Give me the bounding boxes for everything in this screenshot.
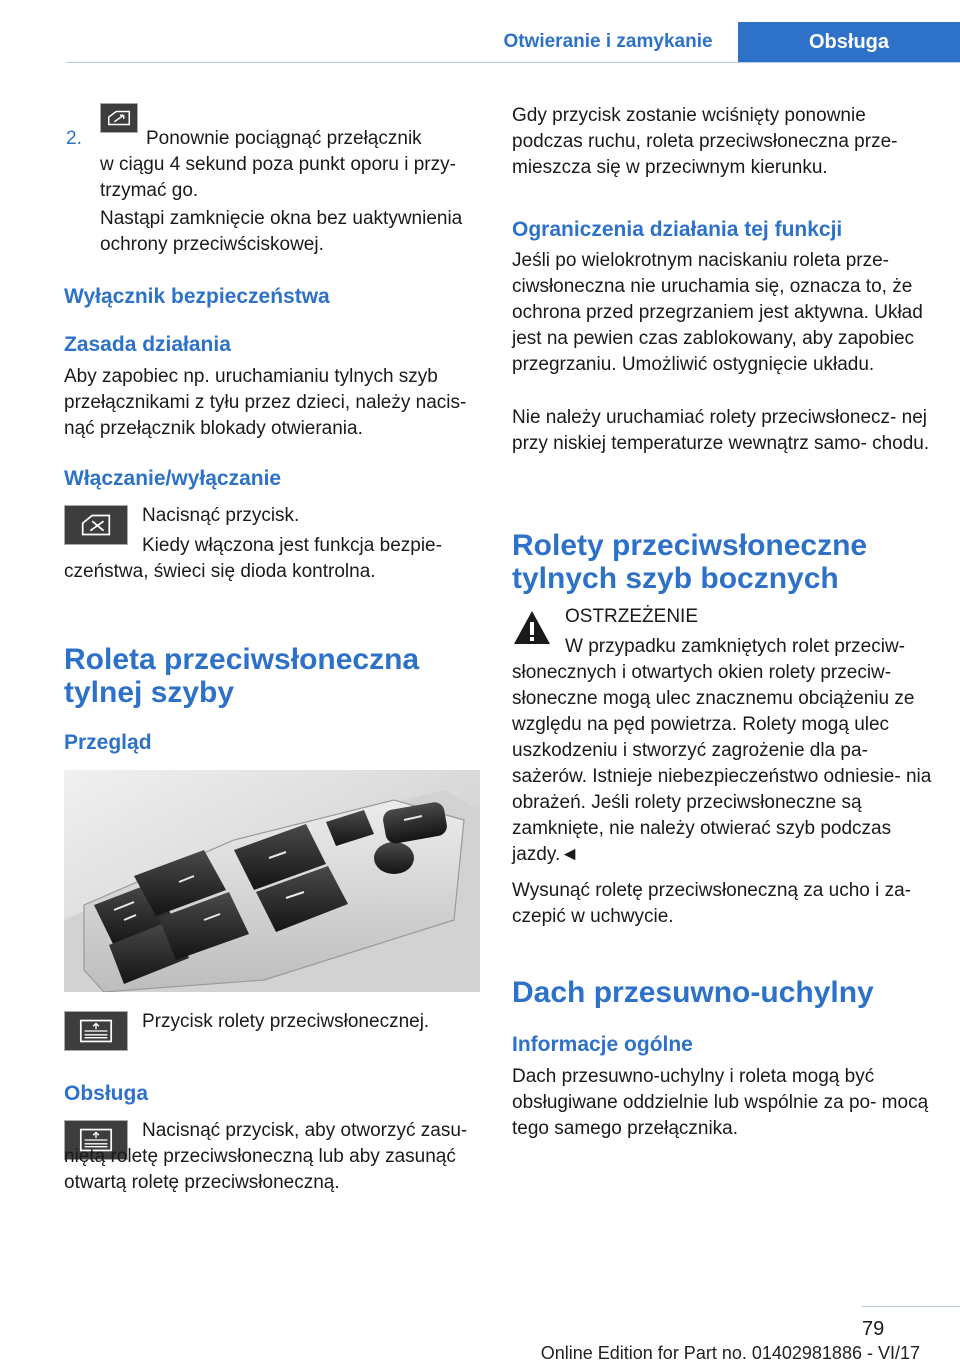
press-again-text: Gdy przycisk zostanie wciśnięty ponownie podczas ruchu, roleta przeciwsłoneczna prze- mieszcza się w przeciwnym kierunku. — [512, 105, 898, 178]
operation-text: Nacisnąć przycisk, aby otworzyć zasu- niętą roletę przeciwsłoneczną lub aby zasunąć otwartą roletę przeciwsłoneczną. — [64, 1120, 468, 1193]
heading-sunroof: Dach przesuwno-uchylny — [512, 976, 874, 1009]
principle-text: Aby zapobiec np. uruchamianiu tylnych szyb przełącznikami z tyłu przez dzieci, należy nacis- nąć przełącznik blokady otwierania. — [64, 366, 467, 439]
side-blinds-text: Wysunąć roletę przeciwsłoneczną za ucho i za- czepić w uchwycie. — [512, 880, 912, 927]
general-text: Dach przesuwno-uchylny i roleta mogą być obsługiwane oddzielnie lub wspólnie za po- mocą tego samego przełącznika. — [512, 1066, 929, 1139]
blind-button-text: Przycisk rolety przeciwsłonecznej. — [142, 1011, 430, 1032]
heading-child-lock: Wyłącznik bezpieczeństwa — [64, 285, 330, 308]
on-off-step1: Nacisnąć przycisk. — [142, 505, 300, 526]
step2-text-rest: w ciągu 4 sekund poza punkt oporu i przy- trzymać go. — [100, 154, 456, 201]
heading-general-info: Informacje ogólne — [512, 1033, 693, 1056]
heading-rear-blind: Roleta przeciwsłoneczna tylnej szyby — [64, 643, 420, 709]
heading-operation: Obsługa — [64, 1082, 149, 1105]
heading-principle: Zasada działania — [64, 333, 231, 356]
heading-side-blinds: Rolety przeciwsłoneczne tylnych szyb bocznych — [512, 529, 868, 595]
header-tab-operation[interactable]: Obsługa — [738, 22, 960, 63]
limits-text-1: Jeśli po wielokrotnym naciskaniu roleta prze- ciwsłoneczna nie uruchamia się, oznacza to, że ochrona przed przegrzaniem jest aktywna. Układ jest na pewien czas zablokowany, aby zapobiec przegrzaniu. Umożliwić ostygnięcie układu. — [512, 250, 923, 375]
on-off-step2: Kiedy włączona jest funkcja bezpie- czeństwa, świeci się dioda kontrolna. — [64, 535, 442, 582]
sunblind-icon — [64, 1011, 128, 1051]
door-switch-panel-photo — [64, 770, 480, 992]
header-section-title: Otwieranie i zamykanie — [503, 31, 713, 52]
page-number: 79 — [862, 1318, 885, 1340]
warning-text: W przypadku zamkniętych rolet przeciw- słonecznych i otwartych okien rolety przeciw- słoneczne mogą ulec znacznemu obciążeniu ze względu na pęd powietrza. Rolety mogą ulec uszkodzeniu i stworzyć zagrożenie dla pa- sażerów. Istnieje niebezpieczeństwo odniesie- nia obrażeń. Jeśli rolety przeciwsłoneczne są zamknięte, nie należy otwierać szyb podczas jazdy.◄ — [512, 636, 932, 865]
step2-text-line1: Ponownie pociągnąć przełącznik — [146, 128, 422, 149]
step2-note: Nastąpi zamknięcie okna bez uaktywnienia ochrony przeciwściskowej. — [100, 208, 463, 255]
heading-on-off: Włączanie/wyłączanie — [64, 467, 282, 490]
warning-title: OSTRZEŻENIE — [565, 606, 699, 627]
step-number: 2. — [66, 128, 82, 149]
footer-edition: Online Edition for Part no. 01402981886 - VI/17 — [540, 1343, 920, 1363]
footer-rule — [862, 1306, 960, 1307]
window-switch-icon — [100, 103, 138, 133]
heading-overview: Przegląd — [64, 731, 152, 754]
limits-text-2: Nie należy uruchamiać rolety przeciwsłonecz- nej przy niskiej temperaturze wewnątrz samo- chodu. — [512, 407, 930, 454]
header-rule — [66, 62, 960, 63]
heading-limits: Ograniczenia działania tej funkcji — [512, 218, 843, 241]
